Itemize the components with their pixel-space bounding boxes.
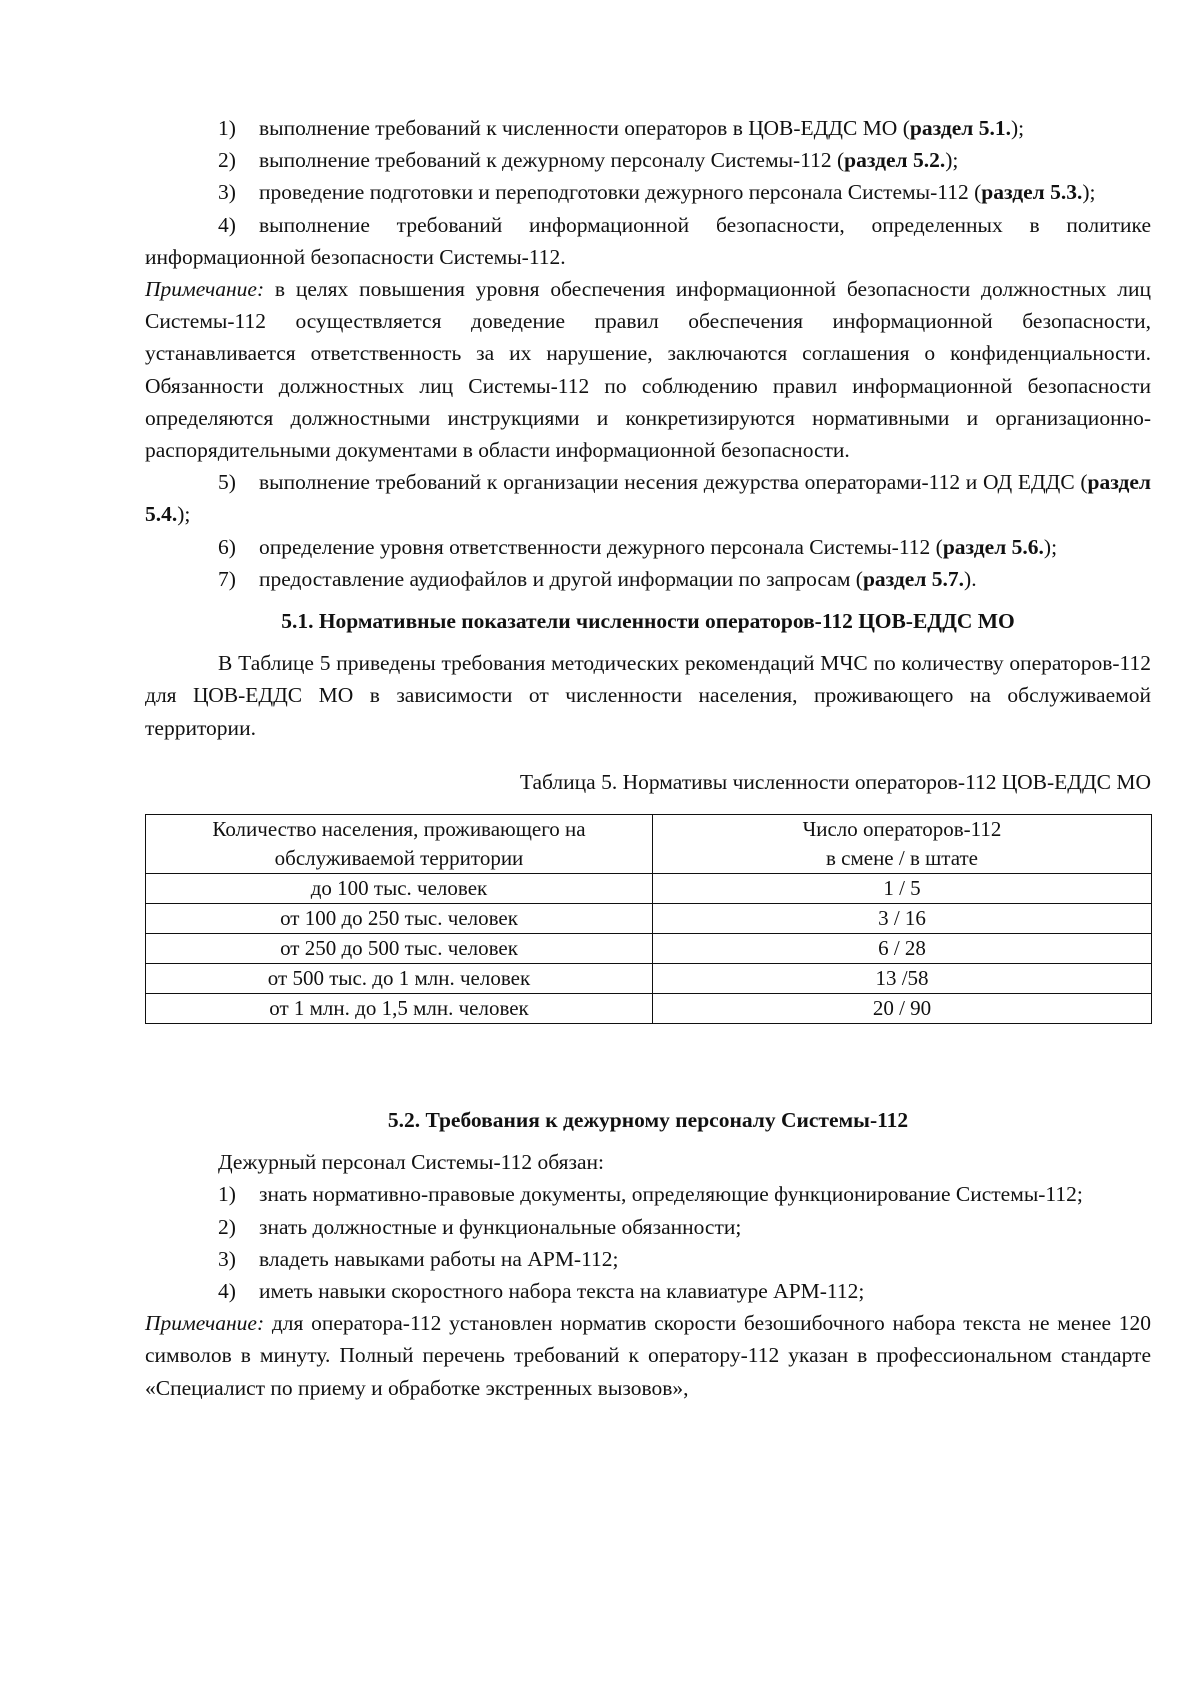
population-cell: от 100 до 250 тыс. человек <box>146 904 653 934</box>
section-heading: 5.2. Требования к дежурному персоналу Системы-112 <box>387 1108 909 1133</box>
list-item: 3) владеть навыками работы на АРМ-112; <box>218 1246 619 1271</box>
list-item: 7) предоставление аудиофайлов и другой информации по запросам (раздел 5.7.). <box>218 566 977 591</box>
list-item: 2) знать должностные и функциональные обязанности; <box>218 1214 742 1239</box>
table-row <box>146 994 1152 1024</box>
note-label: Примечание: <box>145 277 265 302</box>
list-item: 4) иметь навыки скоростного набора текста на клавиатуре АРМ-112; <box>218 1279 865 1304</box>
note-paragraph: Примечание: для оператора-112 установлен норматив скорости безошибочного набора текста не менее 120 символов в минуту. Полный перечень требований к оператору-112 указан в профессиональном стандарте «Специалист по приему и обработке экстренных вызовов», <box>145 1311 1151 1400</box>
population-cell: от 250 до 500 тыс. человек <box>146 934 653 964</box>
table-row <box>146 964 1152 994</box>
table-row <box>146 904 1152 934</box>
header-cell-population: Количество населения, проживающего на обслуживаемой территории <box>146 815 653 874</box>
section-heading: 5.1. Нормативные показатели численности операторов-112 ЦОВ-ЕДДС МО <box>281 609 1015 634</box>
table-caption: Таблица 5. Нормативы численности операторов-112 ЦОВ-ЕДДС МО <box>519 769 1151 794</box>
norms-table <box>145 814 1152 1024</box>
operators-cell: 6 / 28 <box>653 934 1152 964</box>
operators-cell: 1 / 5 <box>653 874 1152 904</box>
list-item: 2) выполнение требований к дежурному персоналу Системы-112 (раздел 5.2.); <box>218 148 959 173</box>
operators-cell: 3 / 16 <box>653 904 1152 934</box>
note-paragraph: Примечание: в целях повышения уровня обеспечения информационной безопасности должностных лиц Системы-112 осуществляется доведение правил обеспечения информационной безопасности, устанавливается ответственность за их нарушение, заключаются соглашения о конфиденциальности. Обязанности должностных лиц Системы-112 по соблюдению правил информационной безопасности определяются должностными инструкциями и конкретизируются нормативными и организационно-распорядительными документами в области информационной безопасности. <box>145 277 1151 463</box>
table-header-row <box>146 815 1152 874</box>
section-lead: Дежурный персонал Системы-112 обязан: <box>218 1150 605 1175</box>
list-item: 4) выполнение требований информационной безопасности, определенных в политике информационной безопасности Системы-112. <box>145 212 1151 269</box>
population-cell: от 500 тыс. до 1 млн. человек <box>146 964 653 994</box>
section-paragraph: В Таблице 5 приведены требования методических рекомендаций МЧС по количеству операторов-112 для ЦОВ-ЕДДС МО в зависимости от численности населения, проживающего на обслуживаемой территории. <box>145 651 1151 740</box>
population-cell: от 1 млн. до 1,5 млн. человек <box>146 994 653 1024</box>
operators-cell: 20 / 90 <box>653 994 1152 1024</box>
list-item: 5) выполнение требований к организации несения дежурства операторами-112 и ОД ЕДДС (раздел 5.4.); <box>145 470 1151 527</box>
population-cell: до 100 тыс. человек <box>146 874 653 904</box>
page-content <box>145 112 1151 1404</box>
table-row <box>146 874 1152 904</box>
table-row <box>146 934 1152 964</box>
note-label: Примечание: <box>145 1311 265 1336</box>
list-item: 3) проведение подготовки и переподготовки дежурного персонала Системы-112 (раздел 5.3.); <box>218 180 1096 205</box>
list-item: 1) выполнение требований к численности операторов в ЦОВ-ЕДДС МО (раздел 5.1.); <box>218 116 1025 140</box>
list-item: 1) знать нормативно-правовые документы, определяющие функционирование Системы-112; <box>218 1182 1083 1207</box>
header-cell-operators: Число операторов-112 в смене / в штате <box>653 815 1152 874</box>
list-item: 6) определение уровня ответственности дежурного персонала Системы-112 (раздел 5.6.); <box>218 534 1058 559</box>
operators-cell: 13 /58 <box>653 964 1152 994</box>
